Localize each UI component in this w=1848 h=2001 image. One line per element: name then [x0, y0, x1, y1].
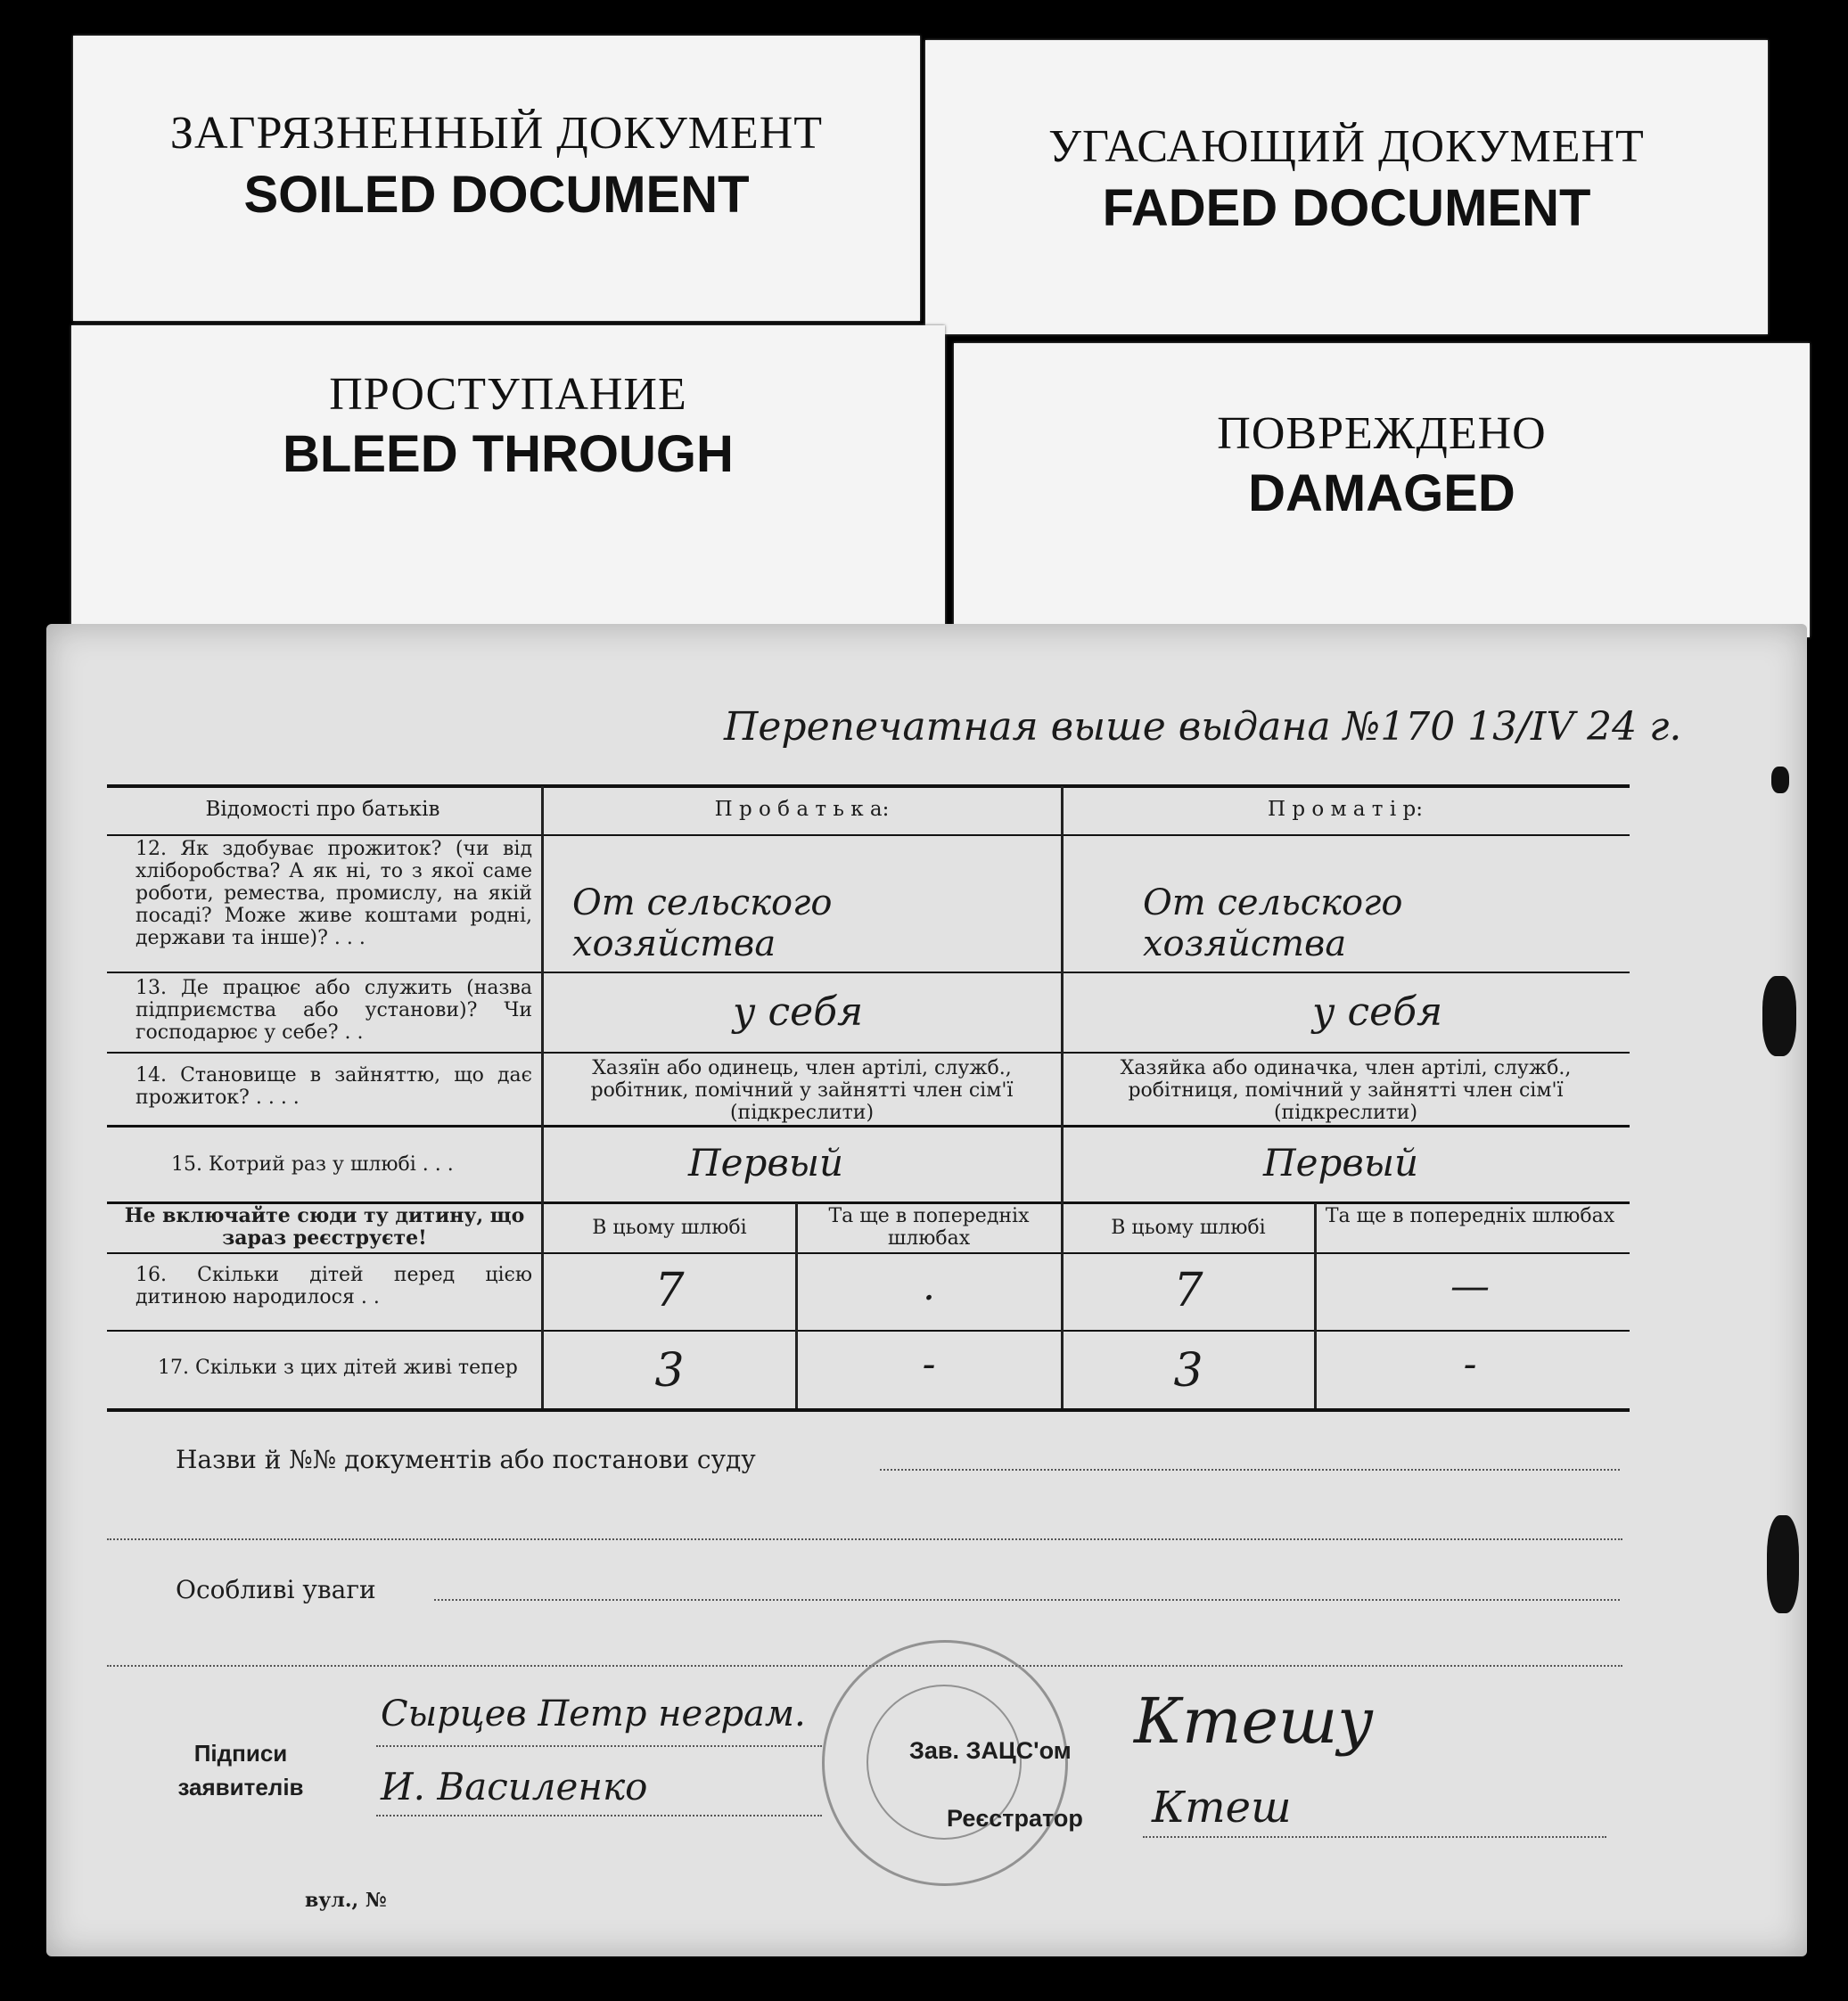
- row17-mother-this: 3: [1173, 1344, 1203, 1398]
- top-handwritten-note: Перепечатная выше выдана №170 13/IV 24 г.: [724, 704, 1682, 750]
- label-ru: ПОВРЕЖДЕНО: [1217, 408, 1547, 459]
- label-en: DAMAGED: [1248, 464, 1515, 522]
- row16-father-prev: .: [923, 1264, 935, 1309]
- row17-label: 17. Скільки з цих дітей живі тепер: [158, 1357, 518, 1379]
- label-card-bleed-through: [71, 325, 945, 633]
- row13-mother-answer: у себя: [1312, 989, 1443, 1035]
- signature-applicant-2: И. Василенко: [381, 1765, 648, 1808]
- registrar-signature: Ктеш: [1152, 1783, 1292, 1833]
- damage-mark: [1767, 1515, 1799, 1613]
- row17-father-this: 3: [654, 1344, 685, 1398]
- registry-form: [46, 624, 1807, 1956]
- father-sub-this: В цьому шлюбі: [592, 1217, 747, 1239]
- label-ru: УГАСАЮЩИЙ ДОКУМЕНТ: [1048, 121, 1645, 172]
- header-father: П р о б а т ь к а:: [714, 798, 890, 821]
- header-info: Відомості про батьків: [205, 798, 440, 821]
- mother-sub-prev: Та ще в попередніх шлюбах: [1325, 1205, 1615, 1227]
- row13-father-answer: у себя: [733, 989, 864, 1035]
- label-en: SOILED DOCUMENT: [243, 166, 750, 224]
- row14-label: 14. Становище в зайняттю, що дає прожиток? . . . .: [136, 1064, 532, 1109]
- row12-label: 12. Як здобуває прожиток? (чи від хліборобства? А як ні, то з якої саме роботи, ремества, промислу, на якій посаді? Може живе коштами родні, держави та інше)? . . .: [136, 838, 532, 949]
- row12-father-answer: От сельского хозяйства: [572, 882, 833, 964]
- label-ru: ЗАГРЯЗНЕННЫЙ ДОКУМЕНТ: [169, 108, 824, 159]
- row15-mother-answer: Первый: [1263, 1141, 1419, 1185]
- row16-father-this: 7: [654, 1264, 685, 1317]
- row15-label: 15. Котрий раз у шлюбі . . .: [171, 1153, 454, 1176]
- exclusion-note: Не включайте сюди ту дитину, що зараз реєструєте!: [124, 1204, 525, 1250]
- row17-father-prev: -: [922, 1341, 936, 1387]
- header-mother: П р о м а т і р:: [1268, 798, 1423, 821]
- row12-mother-answer: От сельского хозяйства: [1143, 882, 1403, 964]
- row15-father-answer: Первый: [688, 1141, 844, 1185]
- label-card-soiled: [73, 36, 920, 321]
- registrar-line: [1143, 1836, 1606, 1838]
- damage-mark: [1771, 767, 1789, 793]
- mother-sub-this: В цьому шлюбі: [1111, 1217, 1266, 1239]
- documents-line-2: [107, 1538, 1622, 1540]
- remarks-line-2: [107, 1665, 1622, 1667]
- address-label: вул., №: [305, 1889, 387, 1912]
- signature-line-2: [376, 1815, 822, 1816]
- registrar-label: Реєстратор: [947, 1805, 1083, 1832]
- row14-father-options: Хазяїн або одинець, член артілі, служб., робітник, помічний у зайнятті член сім'ї (підкреслити): [590, 1057, 1014, 1124]
- documents-line: [880, 1469, 1620, 1471]
- row17-mother-prev: -: [1463, 1341, 1477, 1387]
- remarks-label: Особливі уваги: [176, 1575, 376, 1604]
- row16-label: 16. Скільки дітей перед цією дитиною народилося . .: [136, 1264, 532, 1308]
- label-ru: ПРОСТУПАНИЕ: [329, 369, 687, 420]
- signature-line-1: [376, 1745, 822, 1747]
- head-label: Зав. ЗАЦС'ом: [909, 1737, 1072, 1764]
- label-en: FADED DOCUMENT: [1102, 179, 1591, 237]
- damage-mark: [1762, 976, 1796, 1056]
- documents-label: Назви й №№ документів або постанови суду: [176, 1445, 756, 1474]
- label-card-damaged: [954, 343, 1810, 637]
- signature-applicant-1: Сырцев Петр неграм.: [381, 1693, 806, 1734]
- row14-mother-options: Хазяйка або одиначка, член артілі, служб., робітниця, помічний у зайнятті член сім'ї (підкреслити): [1120, 1057, 1572, 1124]
- label-card-faded: [925, 40, 1768, 334]
- signatures-label: Підписи заявителів: [177, 1740, 304, 1800]
- row16-mother-prev: —: [1450, 1264, 1490, 1309]
- father-sub-prev: Та ще в попередніх шлюбах: [828, 1205, 1030, 1250]
- head-signature: Ктешу: [1134, 1685, 1374, 1758]
- row13-label: 13. Де працює або служить (назва підприємства або установи)? Чи господарює у себе? . .: [136, 977, 532, 1044]
- row16-mother-this: 7: [1173, 1264, 1203, 1317]
- remarks-line: [434, 1599, 1620, 1601]
- label-en: BLEED THROUGH: [283, 425, 734, 483]
